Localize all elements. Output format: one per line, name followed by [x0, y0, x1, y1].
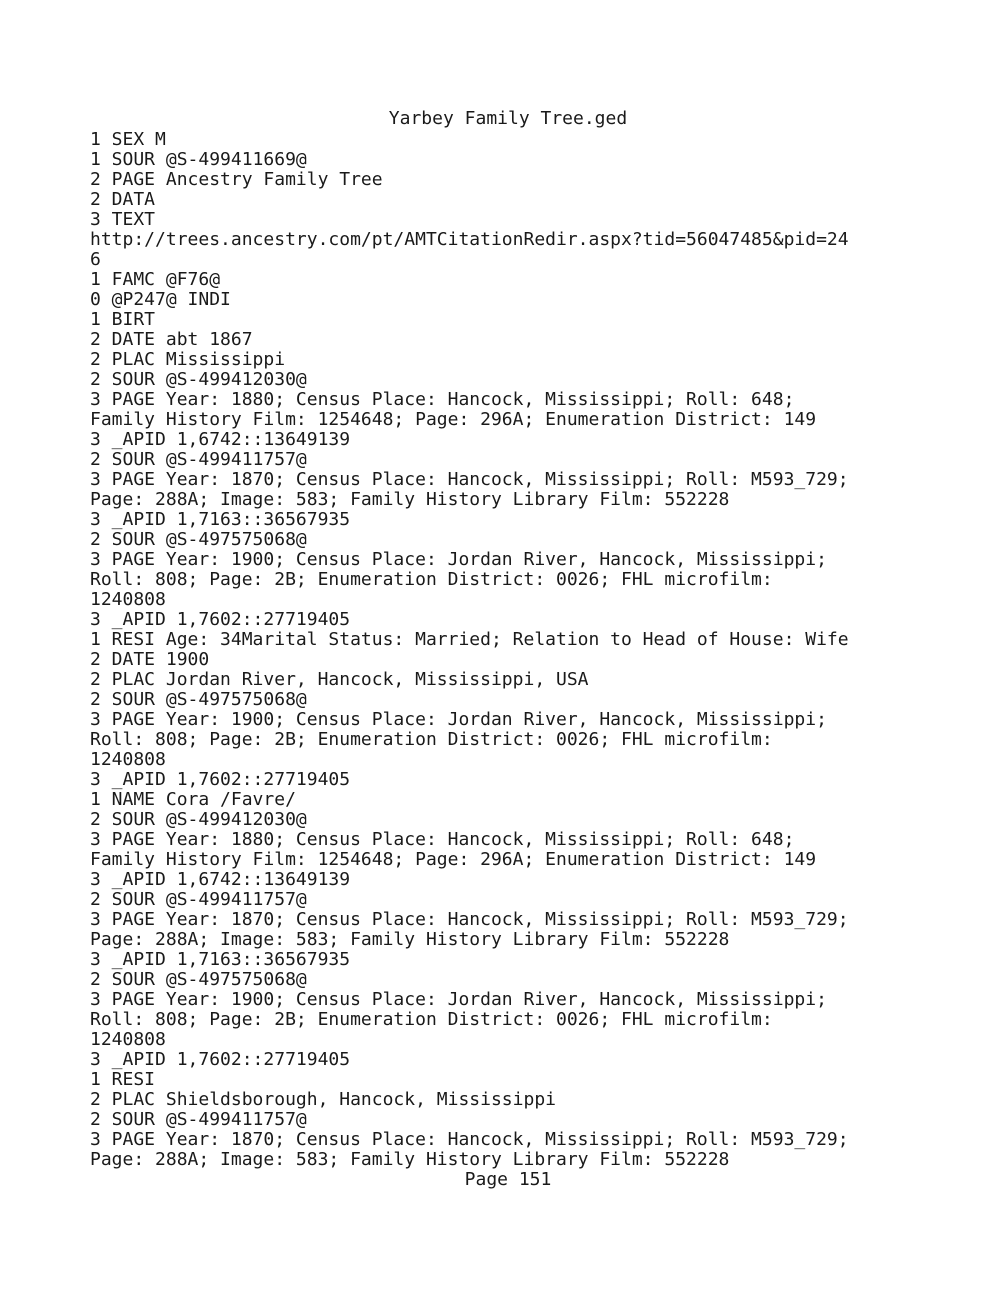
gedcom-line: 2 PLAC Mississippi — [90, 349, 286, 370]
gedcom-line: 3 _APID 1,6742::13649139 — [90, 429, 351, 450]
gedcom-line: 2 PLAC Shieldsborough, Hancock, Mississippi — [90, 1089, 556, 1110]
gedcom-line: 2 PAGE Ancestry Family Tree — [90, 169, 383, 190]
gedcom-line: 3 _APID 1,7602::27719405 — [90, 769, 351, 790]
gedcom-line: 2 SOUR @S-497575068@ — [90, 689, 307, 710]
gedcom-line: 1 SEX M — [90, 129, 166, 150]
gedcom-line: 2 PLAC Jordan River, Hancock, Mississippi, USA — [90, 669, 589, 690]
gedcom-line: 2 DATE abt 1867 — [90, 329, 253, 350]
gedcom-line: 1240808 — [90, 749, 166, 770]
gedcom-line: 3 PAGE Year: 1880; Census Place: Hancock, Mississippi; Roll: 648; — [90, 389, 795, 410]
gedcom-line: 2 SOUR @S-499412030@ — [90, 809, 307, 830]
gedcom-line: 1240808 — [90, 1029, 166, 1050]
gedcom-line: 1 RESI Age: 34Marital Status: Married; Relation to Head of House: Wife — [90, 629, 849, 650]
gedcom-line: 2 DATE 1900 — [90, 649, 210, 670]
gedcom-line: 3 PAGE Year: 1900; Census Place: Jordan River, Hancock, Mississippi; — [90, 709, 827, 730]
gedcom-line: Roll: 808; Page: 2B; Enumeration District: 0026; FHL microfilm: — [90, 729, 773, 750]
gedcom-line: 2 SOUR @S-499411757@ — [90, 889, 307, 910]
gedcom-line: Family History Film: 1254648; Page: 296A; Enumeration District: 149 — [90, 409, 817, 430]
gedcom-line: 3 PAGE Year: 1870; Census Place: Hancock, Mississippi; Roll: M593_729; — [90, 469, 849, 490]
gedcom-line: 2 SOUR @S-499411757@ — [90, 449, 307, 470]
gedcom-line: 1 FAMC @F76@ — [90, 269, 221, 290]
gedcom-line: 3 _APID 1,6742::13649139 — [90, 869, 351, 890]
gedcom-line: 3 PAGE Year: 1870; Census Place: Hancock, Mississippi; Roll: M593_729; — [90, 1129, 849, 1150]
gedcom-line: 3 _APID 1,7602::27719405 — [90, 1049, 351, 1070]
gedcom-line: 2 SOUR @S-499411757@ — [90, 1109, 307, 1130]
gedcom-line: Family History Film: 1254648; Page: 296A; Enumeration District: 149 — [90, 849, 817, 870]
gedcom-line: 3 PAGE Year: 1880; Census Place: Hancock, Mississippi; Roll: 648; — [90, 829, 795, 850]
gedcom-line: 2 SOUR @S-499412030@ — [90, 369, 307, 390]
gedcom-line: Page: 288A; Image: 583; Family History Library Film: 552228 — [90, 929, 730, 950]
page-number: Page 151 — [464, 1169, 552, 1190]
gedcom-line: 3 PAGE Year: 1870; Census Place: Hancock, Mississippi; Roll: M593_729; — [90, 909, 849, 930]
gedcom-line: 2 SOUR @S-497575068@ — [90, 529, 307, 550]
gedcom-line: 3 PAGE Year: 1900; Census Place: Jordan River, Hancock, Mississippi; — [90, 989, 827, 1010]
gedcom-line: 3 PAGE Year: 1900; Census Place: Jordan River, Hancock, Mississippi; — [90, 549, 827, 570]
document-body — [90, 130, 950, 1170]
gedcom-line: 1 NAME Cora /Favre/ — [90, 789, 296, 810]
gedcom-line: Page: 288A; Image: 583; Family History Library Film: 552228 — [90, 489, 730, 510]
gedcom-line: 1240808 — [90, 589, 166, 610]
gedcom-line: 1 BIRT — [90, 309, 156, 330]
gedcom-line: 6 — [90, 249, 101, 270]
gedcom-line: 1 RESI — [90, 1069, 156, 1090]
gedcom-line: 1 SOUR @S-499411669@ — [90, 149, 307, 170]
gedcom-line: 3 _APID 1,7602::27719405 — [90, 609, 351, 630]
gedcom-line: 3 _APID 1,7163::36567935 — [90, 949, 351, 970]
gedcom-line: 2 SOUR @S-497575068@ — [90, 969, 307, 990]
gedcom-line: 0 @P247@ INDI — [90, 289, 231, 310]
document-title: Yarbey Family Tree.ged — [388, 108, 628, 129]
gedcom-line: Roll: 808; Page: 2B; Enumeration District: 0026; FHL microfilm: — [90, 569, 773, 590]
gedcom-line: 3 TEXT — [90, 209, 156, 230]
gedcom-line: 3 _APID 1,7163::36567935 — [90, 509, 351, 530]
gedcom-line: 2 DATA — [90, 189, 156, 210]
gedcom-line: http://trees.ancestry.com/pt/AMTCitationRedir.aspx?tid=56047485&pid=24 — [90, 229, 849, 250]
gedcom-line: Page: 288A; Image: 583; Family History Library Film: 552228 — [90, 1149, 730, 1170]
gedcom-line: Roll: 808; Page: 2B; Enumeration District: 0026; FHL microfilm: — [90, 1009, 773, 1030]
